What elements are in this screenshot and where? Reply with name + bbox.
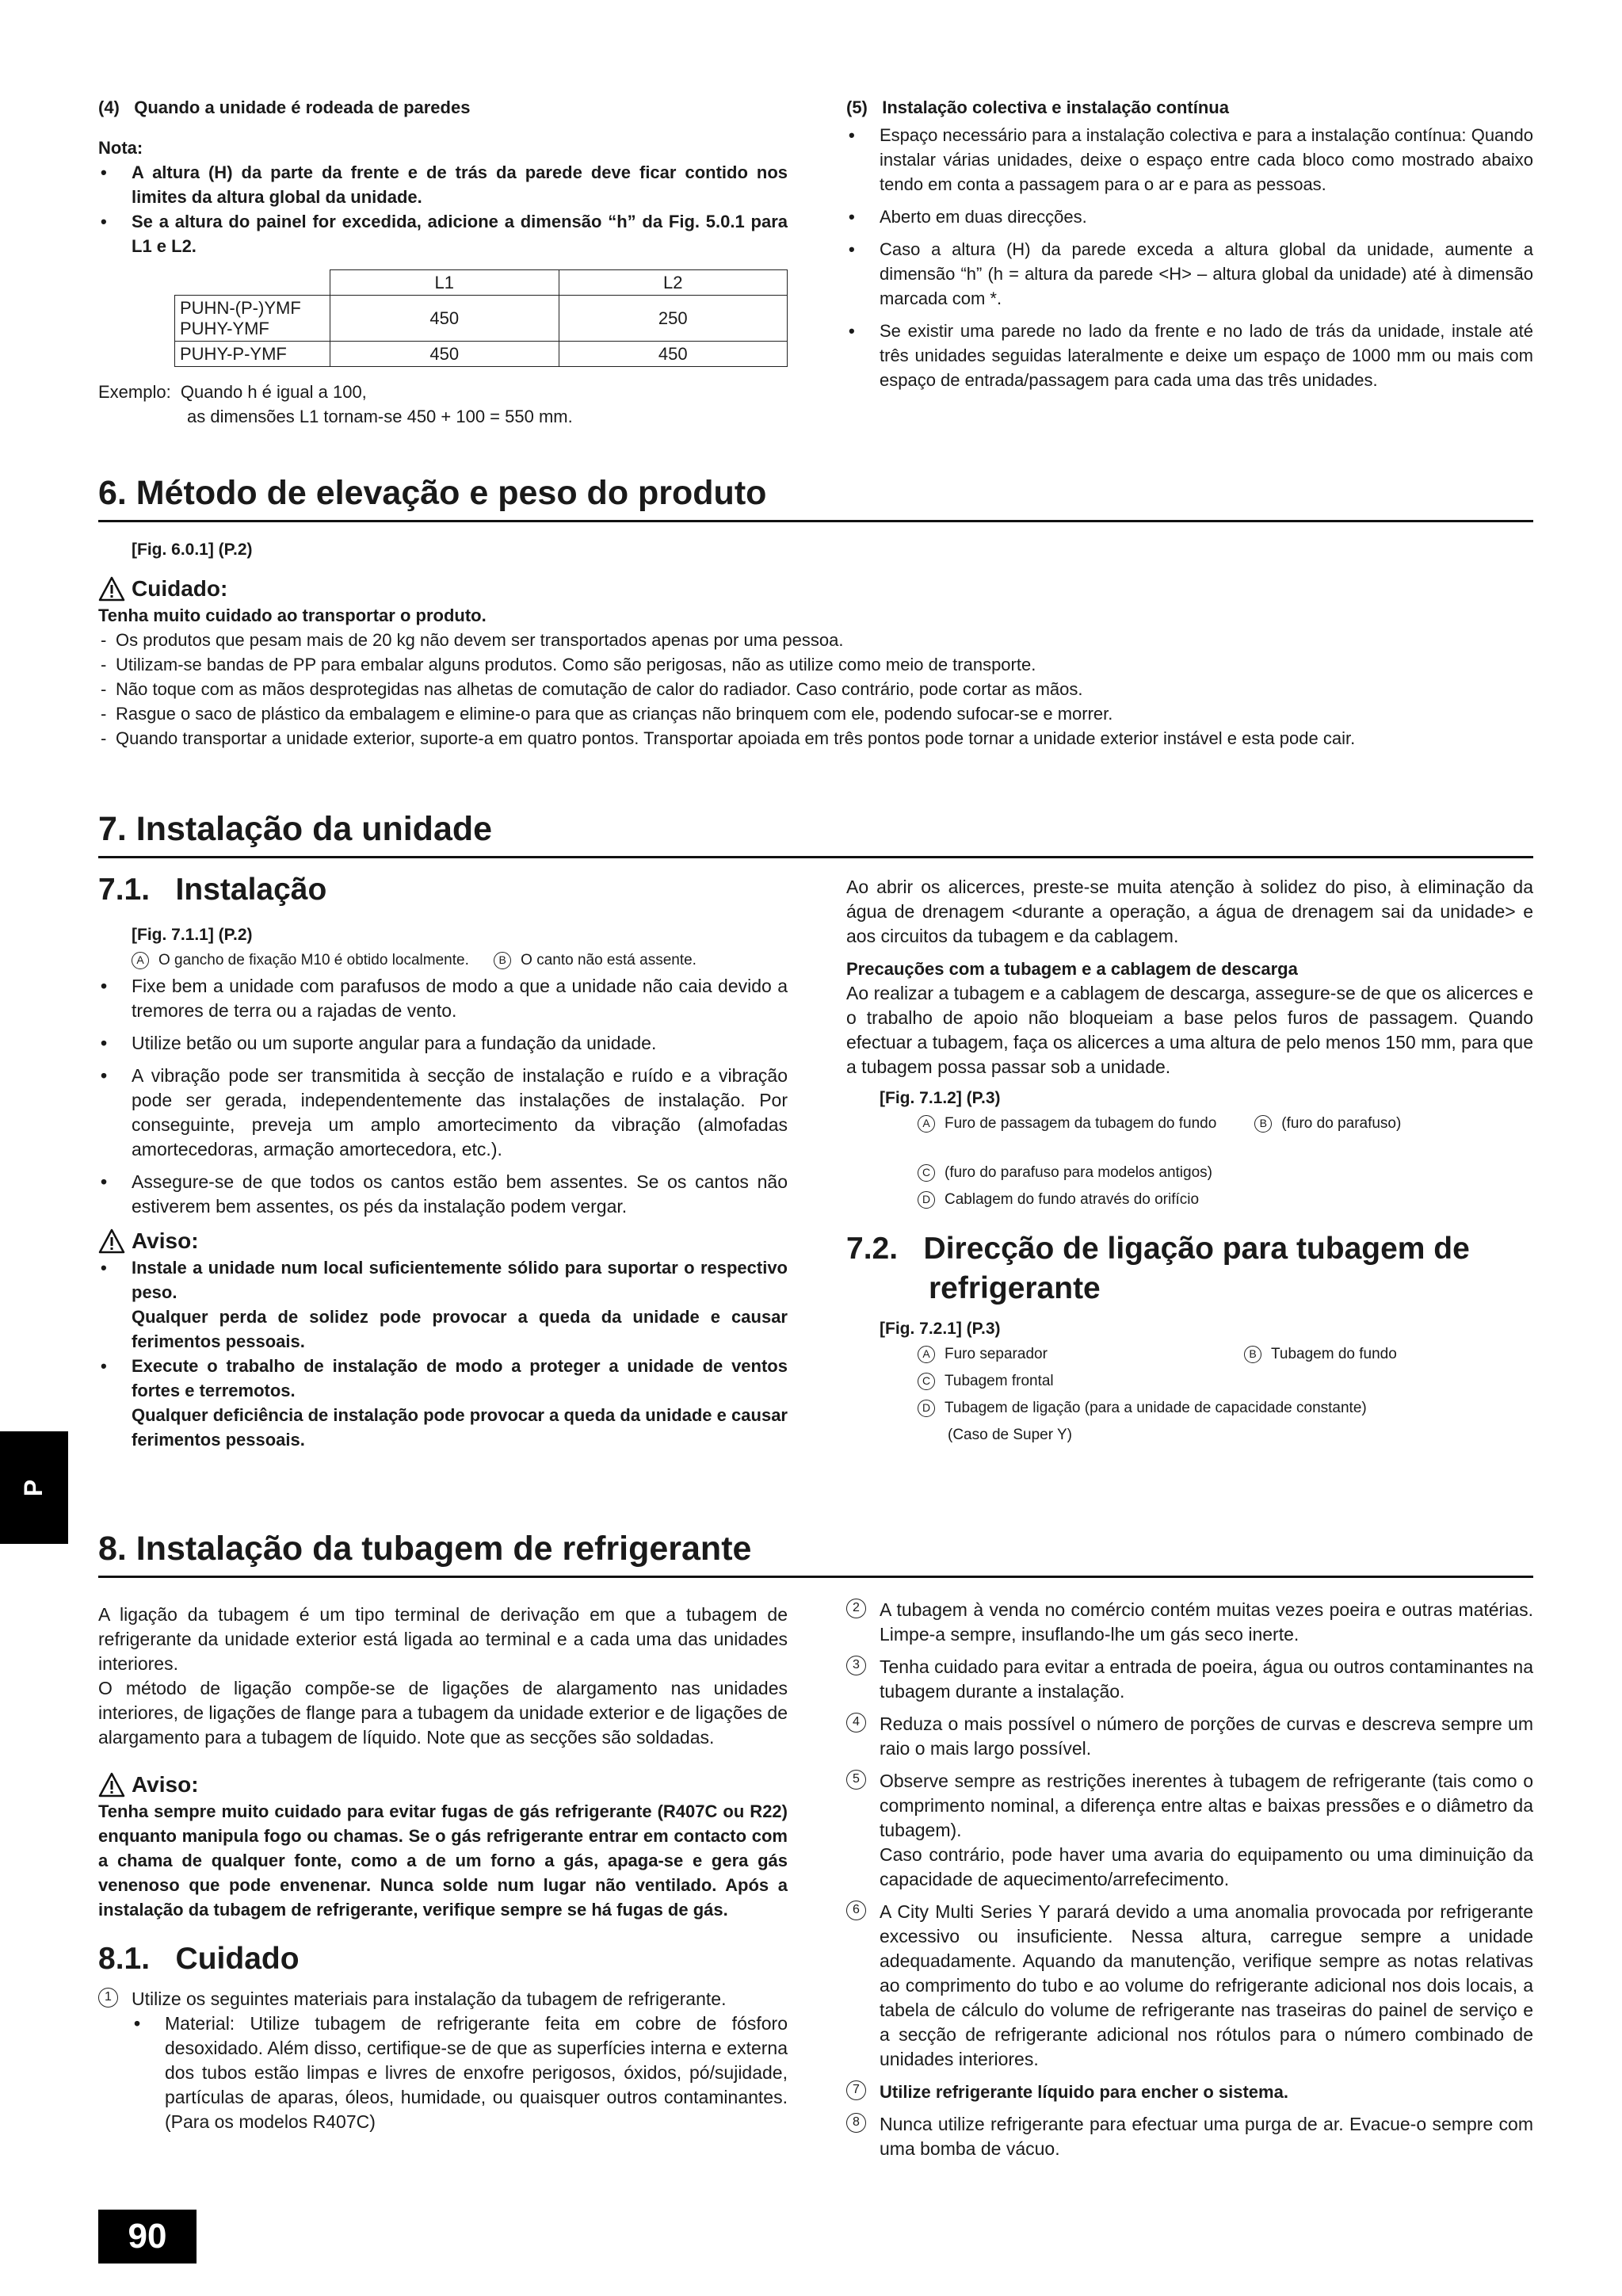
section-4-title: (4) Quando a unidade é rodeada de paredes [98, 97, 471, 117]
note-label: Nota: [98, 138, 143, 158]
numbered-item: 3 Tenha cuidado para evitar a entrada de poeira, água ou outros contaminantes na tubagem durante a instalação. [846, 1655, 1533, 1704]
section-8-heading: 8. Instalação da tubagem de refrigerante [98, 1526, 1533, 1578]
subheading: Precauções com a tubagem e a cablagem de descarga [846, 959, 1298, 979]
table-cell: 450 [559, 342, 788, 367]
numbered-item: 6 A City Multi Series Y parará devido a uma anomalia provocada por refrigerante excessivo ou insuficiente. Nessa altura, carregue sempre a unidade adequadamente. Aquando da manutenção, verifique sempre as notas relativas ao comprimento do tubo e ao volume do refrigerante adicional nos dois locais, a tabela de cálculo do volume de refrigerante nas traseiras do painel de serviço e a secção de refrigerante adicional nos rótulos para o número combinado de unidades interiores. [846, 1900, 1533, 2072]
figure-ref: [Fig. 7.2.1] (P.3) [880, 1320, 1001, 1338]
bullet-item: • Se existir uma parede no lado da frente e no lado de trás da unidade, instale até três unidades seguidas lateralmente e deixe um espaço de 1000 mm ou mais com espaço de entrada/passagem para cada uma das três unidades. [846, 319, 1533, 392]
table-cell: PUHN-(P-)YMF PUHY-YMF [175, 296, 330, 342]
table-cell: PUHY-P-YMF [175, 342, 330, 367]
figure-ref: [Fig. 7.1.1] (P.2) [132, 926, 253, 944]
bullet-item: • Fixe bem a unidade com parafusos de modo a que a unidade não caia devido a tremores de terra ou a rajadas de vento. [98, 974, 788, 1023]
numbered-item: 7 Utilize refrigerante líquido para encher o sistema. [846, 2080, 1533, 2104]
paragraph: Ao abrir os alicerces, preste-se muita atenção à solidez do piso, à eliminação da água de drenagem <durante a operação, a água de drenagem sai da unidade> e aos circuitos da tubagem e da cablagem. [846, 877, 1533, 946]
example-line: Exemplo: Quando h é igual a 100, [98, 382, 367, 402]
numbered-item: 2 A tubagem à venda no comércio contém muitas vezes poeira e outras matérias. Limpe-a sempre, insuflando-lhe um gás seco inerte. [846, 1598, 1533, 1647]
caution-item: - Quando transportar a unidade exterior, suporte-a em quatro pontos. Transportar apoiada em três pontos pode tornar a unidade exterior instável e esta pode cair. [98, 726, 1533, 751]
table-cell: 450 [330, 296, 559, 342]
bullet-item: • Aberto em duas direcções. [846, 204, 1533, 229]
warning-item: • Instale a unidade num local suficientemente sólido para suportar o respectivo peso. Qualquer perda de solidez pode provocar a queda da unidade e causar ferimentos pessoais. [98, 1255, 788, 1354]
paragraph: Ao realizar a tubagem e a cablagem de descarga, assegure-se de que os alicerces e o trabalho de apoio não bloqueiam a base pelos furos de passagem. Quando efectuar a tubagem, faça os alicerces a uma altura de pelo menos 150 mm, para que a tubagem possa passar sob a unidade. [846, 983, 1533, 1077]
bullet-item: • Espaço necessário para a instalação colectiva e para a instalação contínua: Quando instalar várias unidades, deixe o espaço entre cada bloco como mostrado abaixo tendo em conta a passagem para o ar e para as pessoas. [846, 123, 1533, 197]
bullet-item: • Assegure-se de que todos os cantos estão bem assentes. Se os cantos não estiverem bem assentes, os pés da instalação podem vergar. [98, 1170, 788, 1219]
section-5-title: (5) Instalação colectiva e instalação contínua [846, 97, 1229, 117]
section-8 [98, 1603, 788, 2134]
section-6-heading: 6. Método de elevação e peso do produto [98, 471, 1533, 522]
numbered-item: 4 Reduza o mais possível o número de porções de curvas e descreva sempre um raio o mais largo possível. [846, 1712, 1533, 1761]
numbered-item: 5 Observe sempre as restrições inerentes à tubagem de refrigerante (tais como o comprimento nominal, a diferença entre altas e baixas pressões e o diâmetro da tubagem). Caso contrário, pode haver uma avaria do equipamento ou uma diminuição da capacidade de aquecimento/arrefecimento. [846, 1769, 1533, 1892]
warning-heading: Aviso: [98, 1771, 788, 1799]
paragraph: O método de ligação compõe-se de ligações de alargamento nas unidades interiores, de ligações de flange para a tubagem da unidade exterior e de ligações de alargamento para a tubagem de líquido. Note que as secções são soldadas. [98, 1678, 788, 1748]
warning-text: Tenha sempre muito cuidado para evitar fugas de gás refrigerante (R407C ou R22) enquanto manipula fogo ou chamas. Se o gás refrigerante entrar em contacto com a chama de qualquer fonte, como a de um forno a gás, apaga-se e gera gás venenoso que pode envenenar. Nunca solde num lugar não ventilado. Após a instalação da tubagem de refrigerante, verifique sempre se há fugas de gás. [98, 1801, 788, 1920]
note-item: • A altura (H) da parte da frente e de trás da parede deve ficar contido nos limites da altura global da unidade. [98, 160, 788, 209]
section-5 [846, 95, 1533, 392]
example-line: as dimensões L1 tornam-se 450 + 100 = 550 mm. [187, 407, 573, 426]
bullet-item: • Caso a altura (H) da parede exceda a altura global da unidade, aumente a dimensão “h” (h = altura da parede <H> – altura global da unidade) até à dimensão marcada com *. [846, 237, 1533, 311]
table-cell: 450 [330, 342, 559, 367]
language-tab: P [0, 1431, 68, 1544]
warning-icon [98, 1228, 125, 1254]
section-7-1-title: 7.1. Instalação [98, 873, 327, 907]
caution-lead: Tenha muito cuidado ao transportar o produto. [98, 606, 487, 625]
section-7-2-title: 7.2. Direcção de ligação para tubagem de refrigerante [846, 1232, 1470, 1305]
figure-ref: [Fig. 6.0.1] (P.2) [132, 541, 253, 559]
page-number: 90 [98, 2210, 197, 2264]
table-cell: 250 [559, 296, 788, 342]
warning-heading: Aviso: [98, 1227, 788, 1255]
section-6 [98, 537, 1533, 751]
figure-ref: [Fig. 7.1.2] (P.3) [880, 1089, 1001, 1107]
figure-legend: A O gancho de fixação M10 é obtido localmente. B O canto não está assente. [98, 947, 788, 974]
bullet-item: • Material: Utilize tubagem de refrigerante feita em cobre de fósforo desoxidado. Além disso, certifique-se de que as superfícies interna e externa dos tubos estão limpas e livres de enxofre perigosos, óxidos, pó/sujidade, partículas de aparas, óleos, humidade, ou quaisquer outros contaminantes. (Para os modelos R407C) [132, 2011, 788, 2134]
section-4 [98, 95, 788, 429]
section-7-1 [98, 870, 788, 1452]
bullet-item: • A vibração pode ser transmitida à secção de instalação e ruído e a vibração pode ser gerada, independentemente das instalações de instalação. Por conseguinte, preveja um amplo amortecimento da vibração (almofadas amortecedoras, armação amortecedora, etc.). [98, 1064, 788, 1162]
figure-legend: A Furo de passagem da tubagem do fundo B (furo do parafuso) C (furo do parafuso para modelos antigos) D Cablagem do fundo através do orifício [846, 1110, 1533, 1213]
paragraph: A ligação da tubagem é um tipo terminal de derivação em que a tubagem de refrigerante da unidade exterior está ligada ao terminal e a cada uma das unidades interiores. [98, 1604, 788, 1674]
caution-item: - Rasgue o saco de plástico da embalagem e elimine-o para que as crianças não brinquem com ele, podendo sufocar-se e morrer. [98, 701, 1533, 726]
bullet-item: • Utilize betão ou um suporte angular para a fundação da unidade. [98, 1031, 788, 1056]
section-7-1-continued [846, 875, 1533, 1449]
section-8-1-title: 8.1. Cuidado [98, 1942, 300, 1976]
warning-icon [98, 576, 125, 602]
table-header: L2 [559, 270, 788, 296]
numbered-item: 1 Utilize os seguintes materiais para instalação da tubagem de refrigerante. [98, 1987, 788, 2011]
warning-icon [98, 1772, 125, 1797]
caution-item: - Os produtos que pesam mais de 20 kg não devem ser transportados apenas por uma pessoa. [98, 628, 1533, 652]
figure-legend: A Furo separador B Tubagem do fundo C Tubagem frontal D Tubagem de ligação (para a unidade de capacidade constante) (Caso de Super Y) [846, 1341, 1533, 1449]
section-7-heading: 7. Instalação da unidade [98, 807, 1533, 858]
section-8-continued [846, 1598, 1533, 2161]
note-item: • Se a altura do painel for excedida, adicione a dimensão “h” da Fig. 5.0.1 para L1 e L2. [98, 209, 788, 258]
caution-item: - Utilizam-se bandas de PP para embalar alguns produtos. Como são perigosas, não as utilize como meio de transporte. [98, 652, 1533, 677]
numbered-item: 8 Nunca utilize refrigerante para efectuar uma purga de ar. Evacue-o sempre com uma bomba de vácuo. [846, 2112, 1533, 2161]
caution-item: - Não toque com as mãos desprotegidas nas alhetas de comutação de calor do radiador. Caso contrário, pode cortar as mãos. [98, 677, 1533, 701]
table-header: L1 [330, 270, 559, 296]
dimension-table [174, 269, 788, 367]
warning-item: • Execute o trabalho de instalação de modo a proteger a unidade de ventos fortes e terremotos. Qualquer deficiência de instalação pode provocar a queda da unidade e causar ferimentos pessoais. [98, 1354, 788, 1452]
caution-heading: Cuidado: [98, 575, 1533, 603]
